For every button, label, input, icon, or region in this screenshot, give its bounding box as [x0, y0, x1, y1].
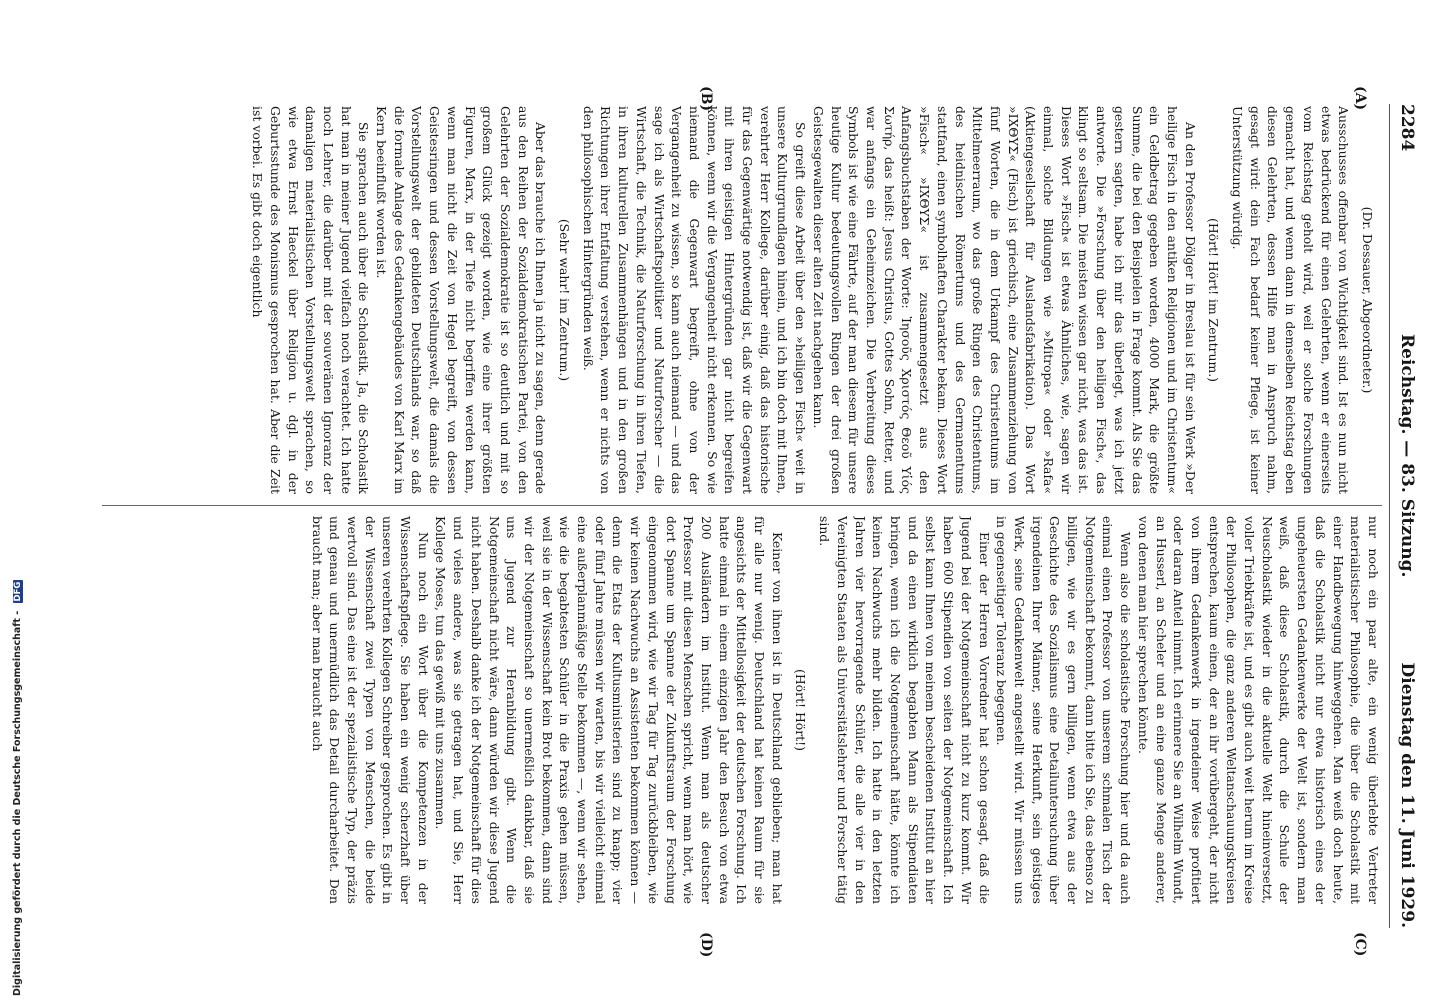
margin-marker-b: (B) — [698, 86, 714, 112]
paragraph: Wenn also die scholastische Forschung hier und da auch einmal einen Professor von unserem schmalen Tisch der Notgemeinschaft bekommt, dann bitte ich Sie, das ebenso zu billigen, wie wir es gern billigen, wenn etwa aus der Geschichte des Sozialismus eine Detailuntersuchung über irgendeinen Ihrer Männer, seine Herkunft, sein geistiges Werk, seine Gedankenwelt angestellt wird. Wir müssen uns in gegenseitiger Toleranz begegnen. — [994, 516, 1134, 904]
margin-marker-a: (A) — [1352, 86, 1368, 111]
paragraph: Ausschusses offenbar von Wichtigkeit sind. Ist es nun nicht etwas bedrückend für einen Gelehrten, wenn er einerseits vom Reichstag geholt wird, weil er solche Forschungen gemacht hat, und wenn dann in demselben Reichstag eben diesen Gelehrten, dessen Hilfe man in Anspruch nahm, gesagt wird: dein Fach bedarf keiner Pflege, ist keiner Unterstützung würdig. — [1230, 106, 1352, 494]
paragraph: nur noch ein paar alte, ein wenig überlebte Vertreter materialistischer Philosophie, die über die Scholastik mit einer Handbewegung hinweggehen. Man weiß doch heute, daß die Scholastik nicht nur etwa historisch eines der ungeheuersten Gedankenwerke der Welt ist, sondern man weiß, daß diese Scholastik, durch die Schule der Neuscholastik wieder in die aktuelle Welt hineinversetzt, voller Triebkräfte ist, und es gibt auch weit herum im Kreise der Philosophen, die ganz anderen Weltanschauungskreisen entsprechen, kaum einen, der an ihr vorübergeht, der nicht von ihrem Gedankenwerk in irgendeiner Weise profitiert oder daran Anteil nimmt. Ich erinnere Sie an Wilhelm Wundt, an Husserl, an Scheler und an eine ganze Menge anderer, von denen man hier sprechen könnte. — [1135, 516, 1381, 904]
credit-line — [12, 580, 23, 996]
paragraph: Keiner von ihnen ist in Deutschland geblieben; man hat für alle nur wenig. Deutschland hat keinen Raum für sie angesichts der Mittellosigkeit der deutschen Forschung. Ich hatte einmal in einem einzigen Jahr den Besuch von etwa 200 Ausländern im Institut. Wenn man als deutscher Professor mit diesen Menschen spricht, wenn man hört, wie dort Spanne um Spanne der Zukunftsraum der Forschung eingenommen wird, wie wir Tag für Tag zurückbleiben, wie wir keinen Nachwuchs an Assistenten bekommen können — denn die Etats der Kultusministerien sind zu knapp; vier oder fünf Jahre müssen wir warten, bis wir vielleicht einmal eine außerplanmäßige Stelle bekommen —, wenn wir sehen, wie die begabtesten Schüler in die Praxis gehen müssen, weil sie in der Wissenschaft kein Brot bekommen, dann sind wir der Notgemeinschaft so unermeßlich dankbar, daß sie uns Jugend zur Heranbildung gibt. Wenn die Notgemeinschaft nicht wäre, dann würden wir diese Jugend nicht haben. Deshalb danke ich der Notgemeinschaft für dies und vieles andere, was sie getragen hat, und Sie, Herr Kollege Moses, tun das gewiß mit uns zusammen. — [433, 516, 785, 904]
interjection: (Sehr wahr! im Zentrum.) — [557, 218, 573, 382]
running-header — [1389, 104, 1420, 928]
paragraph: Aber das brauche ich Ihnen ja nicht zu sagen, denn gerade aus den Reihen der Sozialdemokratischen Partei, von den Gelehrten der Sozialdemokratie ist so deutlich und mit so großem Glück gezeigt worden, wie eine ihrer größten Figuren, Marx, in der Tiefe nicht begriffen werden kann, wenn man nicht die Zeit von Hegel begreift, von dessen Geistesringen und dessen Vorstellungswelt, die damals die Vorstellungswelt der gebildeten Deutschlands war, so daß die formale Anlage des Gedankengebäudes von Karl Marx im Kern beeinflußt worden ist. — [374, 106, 549, 494]
margin-marker-c: (C) — [1352, 932, 1368, 957]
interjection: (Hört! Hört!) — [793, 669, 809, 751]
interjection: (Hört! Hört! im Zentrum.) — [1206, 218, 1222, 382]
page-sheet — [100, 86, 1420, 958]
page-number: 2284 — [1397, 104, 1417, 152]
margin-marker-d: (D) — [698, 932, 714, 958]
paragraph: Einer der Herren Vorredner hat schon gesagt, daß die Jugend bei der Notgemeinschaft nicht zu kurz kommt. Wir haben 600 Stipendien von seiten der Notgemeinschaft. Ich selbst kann Ihnen von meinem bescheidenen Institut an hier und da einen wirklich begabten Mann als Stipendiaten bringen, wenn ich die Notgemeinschaft hätte, könnte ich keinen Nachwuchs mehr bilden. Ich hatte in den letzten Jahren vier hervorragende Schüler, die alle vier in den Vereinigten Staaten als Universitätslehrer und Forscher tätig sind. — [817, 516, 992, 904]
dfg-logo: DFG — [13, 581, 23, 602]
speaker-note: (Dr. Dessauer, Abgeordneter.) — [1360, 206, 1375, 394]
right-column — [102, 516, 1382, 904]
digitization-credit — [2, 0, 23, 1000]
column-divider — [102, 505, 1382, 506]
credit-text: Digitalisierung gefördert durch die Deutsche Forschungsgemeinschaft - — [12, 610, 23, 996]
left-column — [102, 106, 1382, 494]
session-date: Dienstag den 11. Juni 1929. — [1397, 662, 1417, 928]
paragraph: Sie sprachen auch über die Scholastik. Ja, die Scholastik hat man in meiner Jugend vielfach noch verachtet. Ich hatte noch Lehrer, die darüber mit der souveränen Ignoranz der damaligen materialistischen Vorstellungswelt sprachen, so wie etwa Ernst Haeckel über Religion u. dgl. in der Geburtsstunde des Monismus gesprochen hat. Aber die Zeit ist vorbei. Es gibt doch eigentlich — [250, 106, 372, 494]
paragraph: An den Professor Dölger in Breslau ist für sein Werk »Der heilige Fisch in den antiken Religionen und im Christentum« ein Geldbetrag gegeben worden, 4000 Mark, die größte Summe, die bei den Beispielen in Frage kommt. Als Sie das gestern sagten, habe ich mir das überlegt, was ich jetzt antworte. Die »Forschung über den heiligen Fisch«, das klingt so seltsam. Die meisten wissen gar nicht, was das ist. Dieses Wort »Fisch« ist etwas Ähnliches, wie, sagen wir einmal, solche Bildungen wie »Mitropa« oder »Rafa« (Aktiengesellschaft für Auslandsfabrikation). Das Wort »ΙΧΘΥΣ« (Fisch) ist griechisch, eine Zusammenziehung von fünf Worten, die in dem Urkampf des Christentums im Mittelmeerraum, wo das große Ringen des Christentums, des heidnischen Römertums und des Germanentums stattfand, einen symbolhaften Charakter bekam. Dieses Wort »Fisch« »ΙΧΘΥΣ« ist zusammengesetzt aus den Anfangsbuchstaben der Worte: Ἰησοῦς Χριστός Θεοῦ Υἱός Σωτήρ, das heißt: Jesus Christus, Gottes Sohn, Retter, und war anfangs ein Geheimzeichen. Die Verbreitung dieses Symbols ist wie eine Fährte, auf der man diesem für unsere heutige Kultur bedeutungsvollen Ringen der drei großen Geistesgewalten dieser alten Zeit nachgehen kann. — [810, 106, 1198, 494]
paragraph: So greift diese Arbeit über den »heiligen Fisch« weit in unsere Kulturgrundlagen hinein, und ich bin doch mit Ihnen, verehrter Herr Kollege, darüber einig, daß das historische für das Gegenwärtige notwendig ist, daß wir die Gegenwart mit ihren geistigen Hintergründen gar nicht begreifen können, wenn wir die Vergangenheit nicht erkennen. So wie niemand die Gegenwart begreift, ohne von der Vergangenheit zu wissen, so kann auch niemand — und das sage ich als Wirtschaftspolitiker und Naturforscher — die Wirtschaft, die Technik, die Naturforschung in ihren Tiefen, in ihren kulturellen Zusammenhängen und in den großen Richtungen ihrer Entfaltung verstehen, wenn er nichts von den philosophischen Hintergründen weiß. — [580, 106, 809, 494]
session-title: Reichstag. — 83. Sitzung. — [1397, 334, 1417, 578]
paragraph: Nun noch ein Wort über die Kompetenzen in der Wissenschaftspflege. Sie haben ein wenig scherzhaft über unseren verehrten Kollegen Schreiber gesprochen. Es gibt in der Wissenschaft zwei Typen von Menschen, die beide wertvoll sind. Das eine ist der spezialistische Typ, der präzis und genau und unermüdlich das Detail durcharbeitet. Den braucht man; aber man braucht auch — [309, 516, 431, 904]
